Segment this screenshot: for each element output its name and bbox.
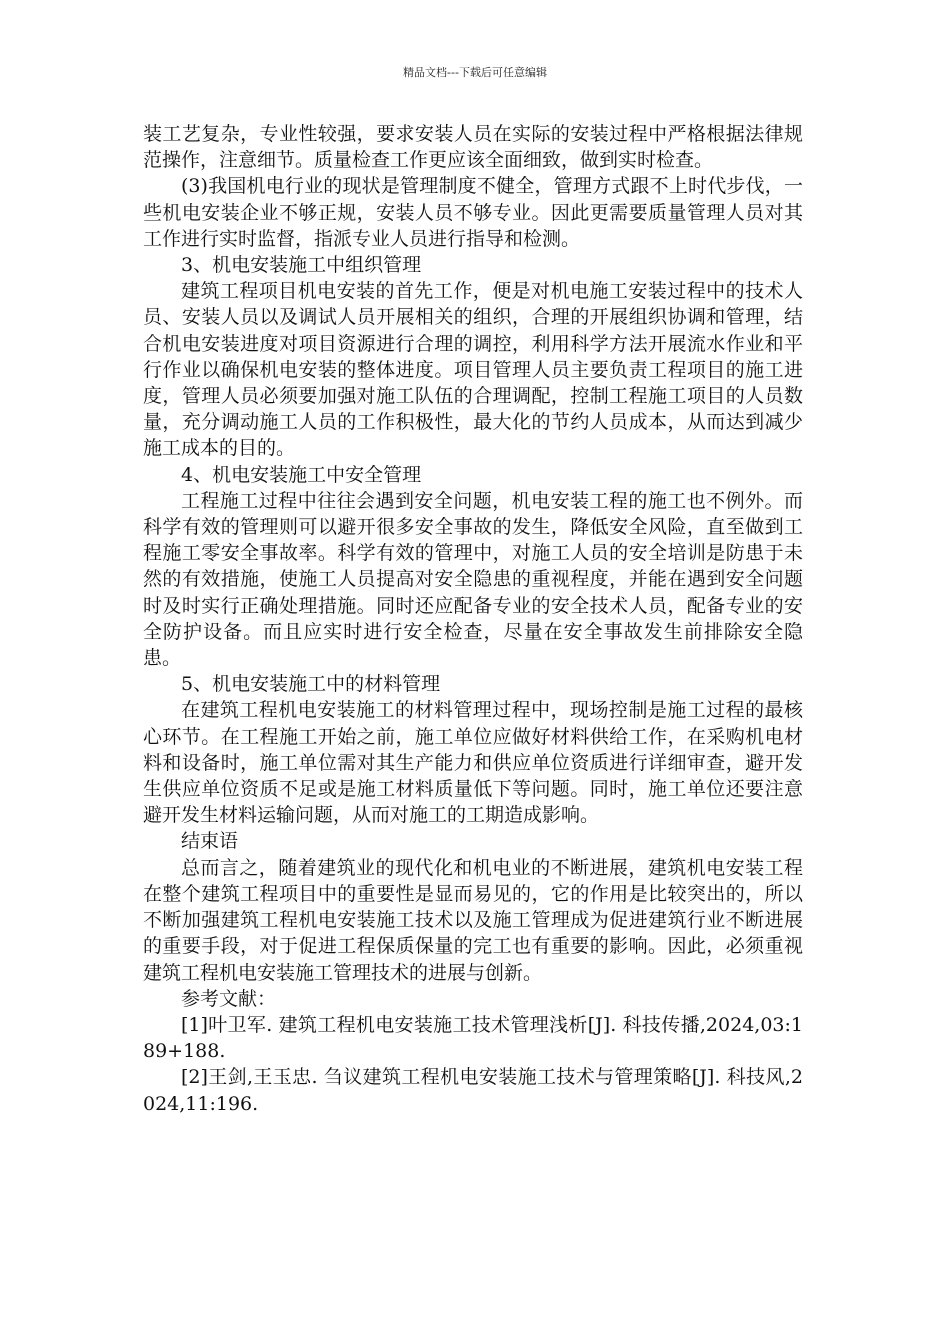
- body-paragraph: 工程施工过程中往往会遇到安全问题，机电安装工程的施工也不例外。而科学有效的管理则可以避开很多安全事故的发生，降低安全风险，直至做到工程施工零安全事故率。科学有效的管理中，对施工人员的安全培训是防患于未然的有效措施，使施工人员提高对安全隐患的重视程度，并能在遇到安全问题时及时实行正确处理措施。同时还应配备专业的安全技术人员，配备专业的安全防护设备。而且应实时进行安全检查，尽量在安全事故发生前排除安全隐患。: [143, 489, 803, 670]
- body-paragraph: 在建筑工程机电安装施工的材料管理过程中，现场控制是施工过程的最核心环节。在工程施工开始之前，施工单位应做好材料供给工作，在采购机电材料和设备时，施工单位需对其生产能力和供应单位资质进行详细审查，避开发生供应单位资质不足或是施工材料质量低下等问题。同时，施工单位还要注意避开发生材料运输问题，从而对施工的工期造成影响。: [143, 699, 803, 827]
- section-heading: 结束语: [181, 830, 239, 853]
- document-body: [143, 121, 803, 1117]
- section-heading: 5、机电安装施工中的材料管理: [181, 673, 441, 696]
- references-heading: 参考文献：: [181, 987, 277, 1010]
- page-header: 精品文档---下载后可任意编辑: [403, 66, 547, 79]
- body-paragraph: 建筑工程项目机电安装的首先工作，便是对机电施工安装过程中的技术人员、安装人员以及调试人员开展相关的组织，合理的开展组织协调和管理，结合机电安装进度对项目资源进行合理的调控，利用科学方法开展流水作业和平行作业以确保机电安装的整体进度。项目管理人员主要负责工程项目的施工进度，管理人员必须要加强对施工队伍的合理调配，控制工程施工项目的人员数量，充分调动施工人员的工作积极性，最大化的节约人员成本，从而达到减少施工成本的目的。: [143, 280, 803, 460]
- body-paragraph: (3)我国机电行业的现状是管理制度不健全，管理方式跟不上时代步伐，一些机电安装企业不够正规，安装人员不够专业。因此更需要质量管理人员对其工作进行实时监督，指派专业人员进行指导和检测。: [143, 175, 803, 250]
- reference-item: [1]叶卫军. 建筑工程机电安装施工技术管理浅析[J]. 科技传播,2024,03:189+188.: [143, 1013, 803, 1063]
- section-heading: 3、机电安装施工中组织管理: [181, 254, 422, 277]
- reference-item: [2]王剑,王玉忠. 刍议建筑工程机电安装施工技术与管理策略[J]. 科技风,2024,11:196.: [143, 1066, 803, 1115]
- body-paragraph: 装工艺复杂，专业性较强，要求安装人员在实际的安装过程中严格根据法律规范操作，注意细节。质量检查工作更应该全面细致，做到实时检查。: [143, 123, 803, 172]
- body-paragraph: 总而言之，随着建筑业的现代化和机电业的不断进展，建筑机电安装工程在整个建筑工程项目中的重要性是显而易见的，它的作用是比较突出的，所以不断加强建筑工程机电安装施工技术以及施工管理成为促进建筑行业不断进展的重要手段，对于促进工程保质保量的完工也有重要的影响。因此，必须重视建筑工程机电安装施工管理技术的进展与创新。: [143, 856, 803, 984]
- section-heading: 4、机电安装施工中安全管理: [181, 463, 422, 486]
